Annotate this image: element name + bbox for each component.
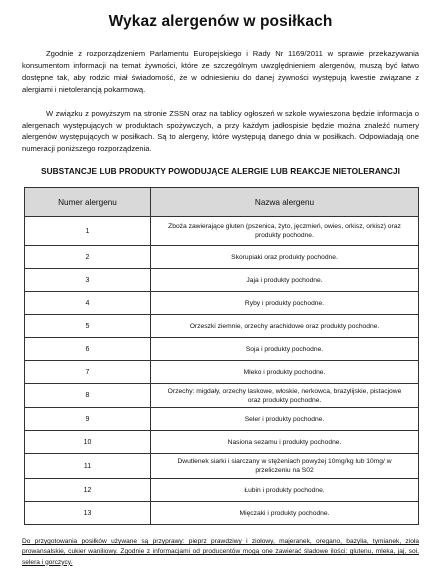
allergen-number: 2: [25, 246, 151, 269]
allergen-number: 13: [25, 502, 151, 525]
info-paragraph: W związku z powyższym na stronie ZSSN oraz na tablicy ogłoszeń w szkole wywieszona będzie informacja o alergenach występujących w produktach spożywczych, a przy każdym jadłospisie będzie można znaleźć numery alergenów występujących w posiłkach. Są to alergeny, które występują danego dnia w posiłkach. Odpowiadają one numeracji poniższego rozporządzenia.: [22, 108, 419, 154]
table-row: [25, 338, 419, 361]
table-row: [25, 217, 419, 246]
allergen-name: Mięczaki i produkty pochodne.: [151, 502, 419, 525]
header-number: Numer alergenu: [25, 188, 151, 217]
allergen-name: Orzeszki ziemnie, orzechy arachidowe oraz produkty pochodne.: [151, 315, 419, 338]
table-row: [25, 454, 419, 479]
allergen-number: 8: [25, 384, 151, 408]
spices-footnote: Do przygotowania posiłków używane są przyprawy: pieprz prawdziwy i ziołowy, majeranek, oregano, bazylia, tymianek, zioła prowansalskie, cukier waniliowy. Zgodnie z informacjami od producentów mogą one zawierać śladowe ilości: glutenu, mleka, jaj, soi, selera i gorczycy.: [22, 538, 419, 566]
allergen-number: 3: [25, 269, 151, 292]
header-name: Nazwa alergenu: [151, 188, 419, 217]
intro-paragraph: Zgodnie z rozporządzeniem Parlamentu Europejskiego i Rady Nr 1169/2011 w sprawie przekazywania konsumentom informacji na temat żywności, które ze szczególnym uwzględnieniem alergenów, muszą być łatwo dostępne tak, aby rodzic miał świadomość, że w odniesieniu do danej żywności występują kwestie związane z alergiami i nietolerancją pokarmową.: [22, 49, 419, 94]
allergen-name: Zboża zawierające gluten (pszenica, żyto, jęczmień, owies, orkisz, orkisz) oraz produkty pochodne.: [151, 217, 419, 246]
table-row: [25, 315, 419, 338]
allergen-number: 9: [25, 408, 151, 431]
allergen-name: Dwutlenek siarki i siarczany w stężeniach powyżej 10mg/kg lub 10mg/ w przeliczeniu na S02: [151, 454, 419, 479]
allergen-number: 12: [25, 479, 151, 502]
allergen-name: Jaja i produkty pochodne.: [151, 269, 419, 292]
table-row: [25, 292, 419, 315]
allergen-name: Skorupiaki oraz produkty pochodne.: [151, 246, 419, 269]
allergen-name: Orzechy: migdały, orzechy laskowe, włoskie, nerkowca, brazylijskie, pistacjowe oraz produkty pochodne.: [151, 384, 419, 408]
table-row: [25, 361, 419, 384]
allergen-name: Ryby i produkty pochodne.: [151, 292, 419, 315]
allergen-number: 1: [25, 217, 151, 246]
allergen-name: Nasiona sezamu i produkty pochodne.: [151, 431, 419, 454]
allergen-number: 5: [25, 315, 151, 338]
allergen-number: 11: [25, 454, 151, 479]
table-row: [25, 384, 419, 408]
allergen-name: Łubin i produkty pochodne.: [151, 479, 419, 502]
table-row: [25, 479, 419, 502]
allergen-table: [24, 187, 419, 525]
table-row: [25, 269, 419, 292]
allergen-number: 6: [25, 338, 151, 361]
table-header-row: [25, 188, 419, 217]
table-row: [25, 502, 419, 525]
allergen-number: 4: [25, 292, 151, 315]
allergen-name: Soja i produkty pochodne.: [151, 338, 419, 361]
allergen-name: Mleko i produkty pochodne.: [151, 361, 419, 384]
table-row: [25, 246, 419, 269]
table-title: SUBSTANCJE LUB PRODUKTY POWODUJĄCE ALERGIE LUB REAKCJE NIETOLERANCJI: [41, 166, 400, 177]
allergen-number: 10: [25, 431, 151, 454]
table-row: [25, 431, 419, 454]
table-row: [25, 408, 419, 431]
document-title: Wykaz alergenów w posiłkach: [108, 13, 333, 30]
allergen-number: 7: [25, 361, 151, 384]
allergen-name: Seler i produkty pochodne.: [151, 408, 419, 431]
